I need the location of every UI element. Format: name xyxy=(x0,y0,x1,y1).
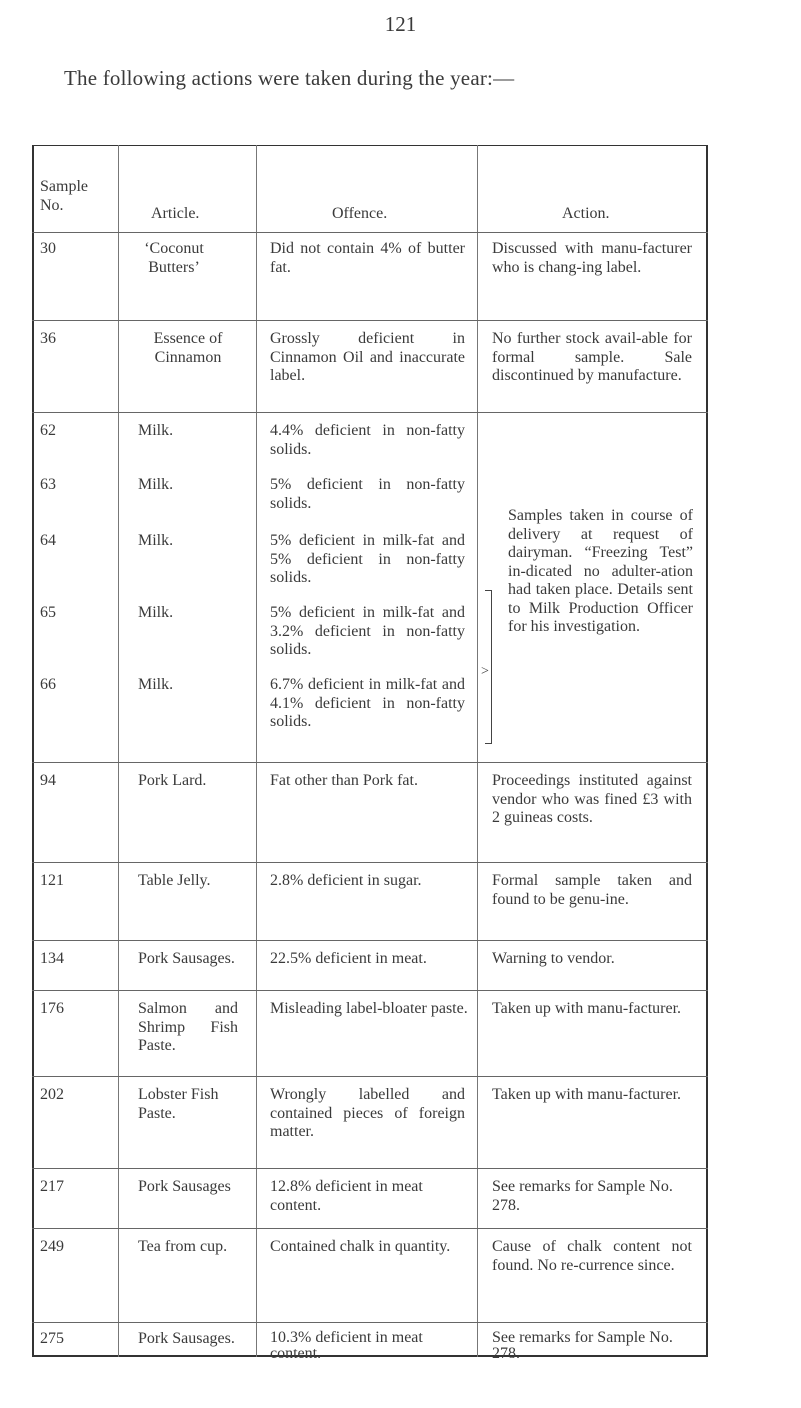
sample-no: 66 xyxy=(40,676,56,693)
article: Pork Lard. xyxy=(138,772,207,789)
row-divider xyxy=(32,762,708,763)
column-divider xyxy=(118,145,119,1357)
article: Tea from cup. xyxy=(138,1238,228,1255)
offence: 6.7% deficient in milk-fat and 4.1% deficient in non-fatty solids. xyxy=(270,676,465,730)
sample-no: 202 xyxy=(40,1086,64,1103)
column-divider xyxy=(477,145,478,1357)
article: Pork Sausages. xyxy=(138,1330,235,1347)
article: Milk. xyxy=(138,532,174,549)
column-divider xyxy=(256,145,257,1357)
offence: 10.3% deficient in meat content. xyxy=(270,1329,423,1362)
action: Warning to vendor. xyxy=(492,950,615,967)
header-offence: Offence. xyxy=(332,205,388,222)
offence: 4.4% deficient in non-fatty solids. xyxy=(270,422,465,458)
article: Pork Sausages xyxy=(138,1178,231,1195)
article: Milk. xyxy=(138,422,174,439)
article: Table Jelly. xyxy=(138,872,211,889)
row-divider xyxy=(32,862,708,863)
header-sample-no: Sample No. xyxy=(40,178,88,214)
sample-no: 121 xyxy=(40,872,64,889)
row-divider xyxy=(32,1076,708,1077)
sample-no: 62 xyxy=(40,422,56,439)
offence: Did not contain 4% of butter fat. xyxy=(270,240,465,276)
sample-no: 217 xyxy=(40,1178,64,1195)
article: Essence of Cinnamon xyxy=(153,330,223,366)
sample-no: 94 xyxy=(40,772,56,789)
page-number: 121 xyxy=(384,12,417,36)
offence: 5% deficient in milk-fat and 5% deficient in non-fatty solids. xyxy=(270,532,465,586)
article: Milk. xyxy=(138,676,174,693)
sample-no: 36 xyxy=(40,330,56,347)
offence: Misleading label-bloater paste. xyxy=(270,1000,468,1017)
article: Salmon and Shrimp Fish Paste. xyxy=(138,1000,238,1054)
row-divider xyxy=(32,1228,708,1229)
brace-tip: > xyxy=(481,664,489,679)
action: Proceedings instituted against vendor who was fined £3 with 2 guineas costs. xyxy=(492,772,692,826)
row-divider xyxy=(32,940,708,941)
offence: Fat other than Pork fat. xyxy=(270,772,418,789)
sample-no: 275 xyxy=(40,1330,64,1347)
action: See remarks for Sample No. 278. xyxy=(492,1178,673,1214)
action: No further stock avail-able for formal sample. Sale discontinued by manufacture. xyxy=(492,330,692,384)
action: Discussed with manu-facturer who is chang-ing label. xyxy=(492,240,692,276)
row-divider xyxy=(32,990,708,991)
milk-group-action: Samples taken in course of delivery at request of dairyman. “Freezing Test” in-dicated no adulter-ation had taken place. Details sent to Milk Production Officer for his investigation. xyxy=(508,507,693,635)
sample-no: 30 xyxy=(40,240,56,257)
article: Pork Sausages. xyxy=(138,950,235,967)
header-article: Article. xyxy=(151,205,200,222)
sample-no: 65 xyxy=(40,604,56,621)
row-divider xyxy=(32,232,708,233)
offence: Wrongly labelled and contained pieces of foreign matter. xyxy=(270,1086,465,1140)
offence: 5% deficient in milk-fat and 3.2% deficient in non-fatty solids. xyxy=(270,604,465,658)
offence: 22.5% deficient in meat. xyxy=(270,950,427,967)
row-divider xyxy=(32,1322,708,1323)
offence: 5% deficient in non-fatty solids. xyxy=(270,476,465,512)
offence: Grossly deficient in Cinnamon Oil and inaccurate label. xyxy=(270,330,465,384)
article: Lobster Fish Paste. xyxy=(138,1086,219,1122)
header-action: Action. xyxy=(562,205,610,222)
table-border xyxy=(32,145,708,1357)
row-divider xyxy=(32,320,708,321)
sample-no: 64 xyxy=(40,532,56,549)
offence: 12.8% deficient in meat content. xyxy=(270,1178,423,1214)
action: Formal sample taken and found to be genu-ine. xyxy=(492,872,692,908)
sample-no: 249 xyxy=(40,1238,64,1255)
action: Taken up with manu-facturer. xyxy=(492,1086,682,1103)
row-divider xyxy=(32,1168,708,1169)
row-divider xyxy=(32,412,708,413)
action: Cause of chalk content not found. No re-currence since. xyxy=(492,1238,692,1274)
sample-no: 176 xyxy=(40,1000,64,1017)
article: Milk. xyxy=(138,476,174,493)
article: ‘Coconut Butters’ xyxy=(144,240,204,276)
sample-no: 134 xyxy=(40,950,64,967)
action: See remarks for Sample No. 278. xyxy=(492,1329,673,1362)
intro-text: The following actions were taken during the year:— xyxy=(64,66,515,90)
action: Taken up with manu-facturer. xyxy=(492,1000,682,1017)
article: Milk. xyxy=(138,604,174,621)
offence: 2.8% deficient in sugar. xyxy=(270,872,422,889)
sample-no: 63 xyxy=(40,476,56,493)
offence: Contained chalk in quantity. xyxy=(270,1238,451,1255)
